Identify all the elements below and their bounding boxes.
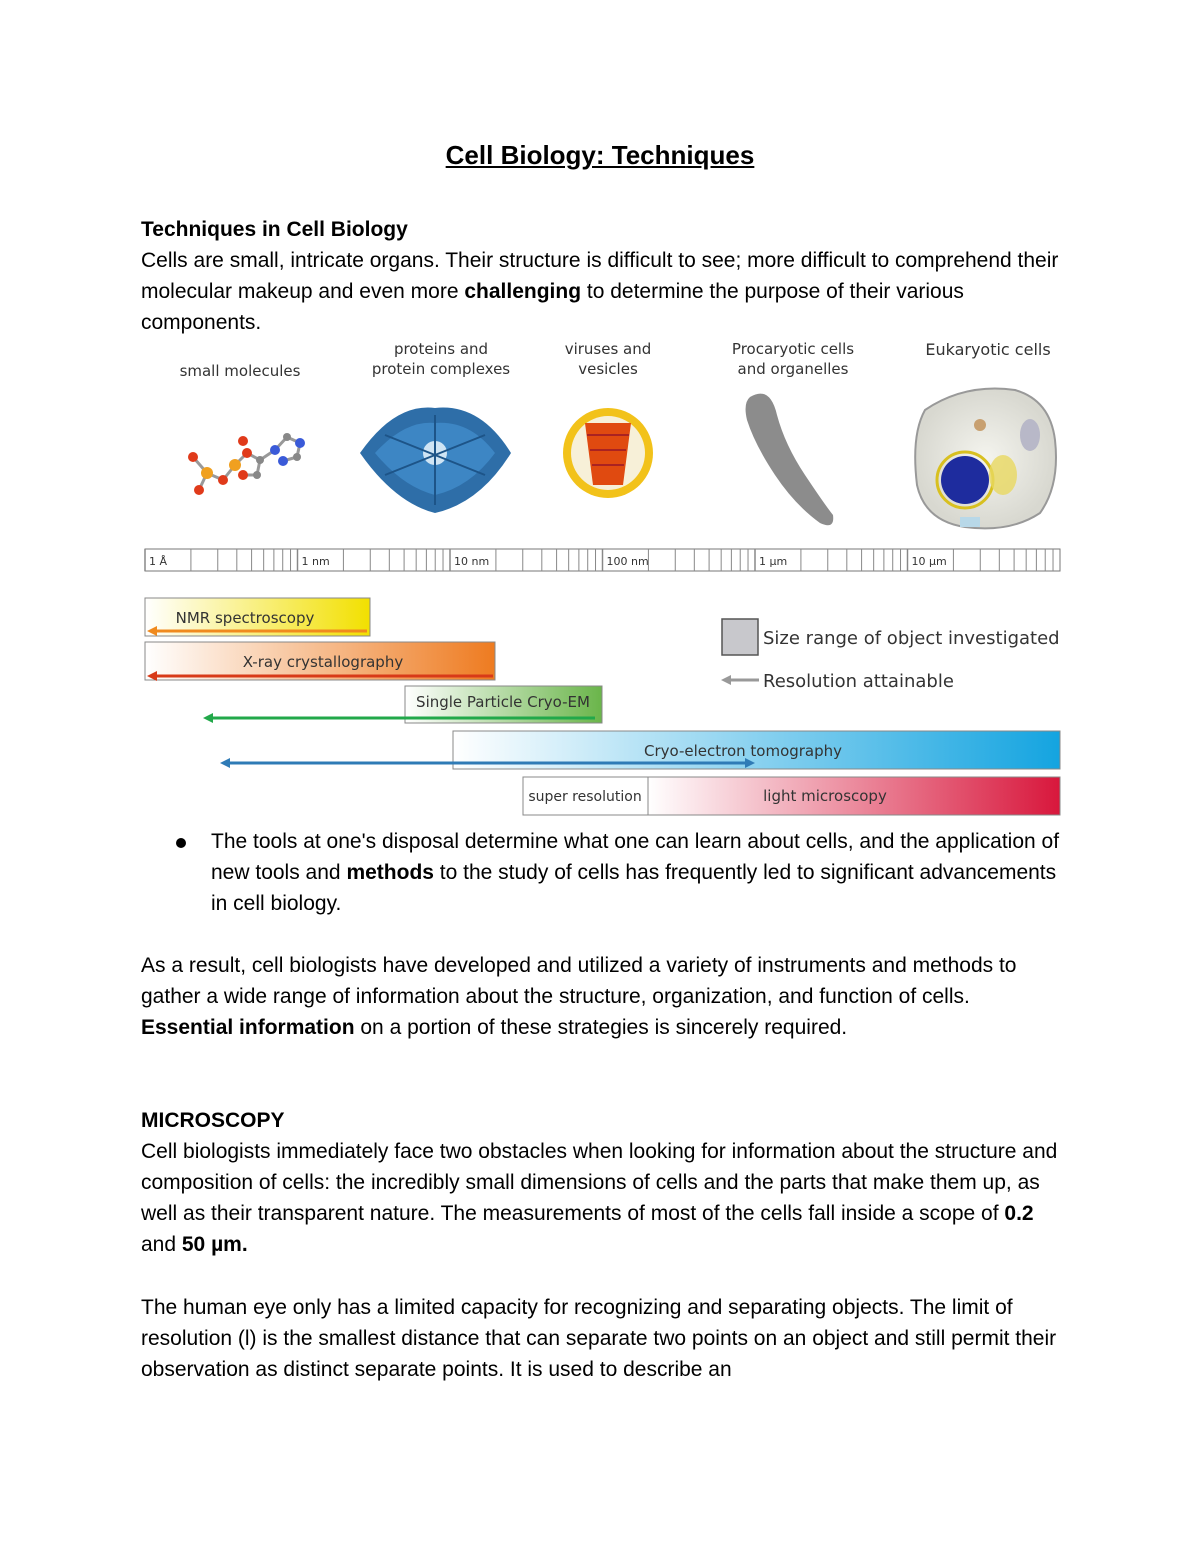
para2-text-2: on a portion of these strategies is sincerely required. — [354, 1016, 848, 1039]
figure-legend — [721, 619, 1060, 692]
label-procaryotic-2: and organelles — [737, 360, 849, 378]
paragraph-4: The human eye only has a limited capacity for recognizing and separating objects. The limit of resolution (l) is the smallest distance that can separate two points on an object and still permit their observation as distinct separate points. It is used to describe an — [141, 1296, 1057, 1381]
label-proteins-2: protein complexes — [371, 360, 511, 378]
intro-paragraph — [141, 245, 1061, 338]
procaryotic-cell-image — [746, 394, 834, 526]
paragraph-2 — [141, 950, 1061, 1043]
scale-label: 100 nm — [606, 555, 649, 568]
bullet-text-1: The tools at one's disposal determine what one can learn about cells, and the application of new tools and — [211, 830, 1060, 884]
paragraph-3 — [141, 1136, 1061, 1260]
scale-label: 10 nm — [454, 555, 490, 568]
legend-arrowhead — [721, 675, 731, 685]
intro-text-2: to determine the purpose of their various components. — [141, 280, 964, 334]
para2-bold-essential: Essential information — [141, 1016, 355, 1039]
para3-text-2: and — [141, 1233, 182, 1256]
eukaryotic-cell-image — [915, 389, 1056, 529]
para3-bold-min: 0.2 — [1004, 1202, 1034, 1225]
scale-label: 10 µm — [911, 555, 947, 568]
bar-lightmicro-label: light microscopy — [763, 787, 887, 805]
section-heading-microscopy: MICROSCOPY — [141, 1109, 285, 1132]
label-small-molecules: small molecules — [179, 362, 301, 380]
intro-section — [141, 214, 1061, 338]
scale-label: 1 nm — [301, 555, 330, 568]
bar-cryoem-label: Single Particle Cryo-EM — [416, 693, 590, 711]
bar-nmr-label: NMR spectroscopy — [175, 609, 315, 627]
para3-text-1: Cell biologists immediately face two obstacles when looking for information about the structure and composition of cells: the incredibly small dimensions of cells and the parts that make them up, as well as their transparent nature. The measurements of most of the cells fall inside a scope of — [141, 1140, 1058, 1225]
scale-label: 1 Å — [149, 555, 168, 568]
virus-vesicle-image — [563, 408, 653, 498]
para2-text-1: As a result, cell biologists have developed and utilized a variety of instruments and methods to gather a wide range of information about the structure, organization, and function of cells. — [141, 954, 1017, 1008]
bar-cryoet-label: Cryo-electron tomography — [643, 742, 843, 760]
arrowhead-cryoet-left — [220, 758, 230, 768]
legend-resolution: Resolution attainable — [763, 671, 954, 692]
small-molecule-image — [188, 433, 305, 495]
protein-complex-image — [360, 408, 511, 513]
intro-text-1: Cells are small, intricate organs. Their structure is difficult to see; more difficult to comprehend their molecular makeup and even more — [141, 249, 1059, 303]
label-viruses-2: vesicles — [578, 360, 638, 378]
bullet-text-2: to the study of cells has frequently led to significant advancements in cell biology. — [211, 861, 1057, 915]
legend-swatch — [722, 619, 758, 655]
page-title: Cell Biology: Techniques — [445, 140, 755, 170]
scale-bar — [145, 549, 1060, 571]
bullet-paragraph — [211, 826, 1061, 919]
bullet-dot — [176, 838, 186, 848]
bar-superres-label: super resolution — [528, 789, 642, 805]
microscopy-section — [141, 1105, 1061, 1260]
label-eukaryotic: Eukaryotic cells — [925, 340, 1051, 359]
para3-bold-max: 50 µm. — [181, 1233, 248, 1256]
arrowhead-cryoem — [203, 713, 213, 723]
label-viruses-1: viruses and — [564, 340, 652, 358]
bullet-bold-methods: methods — [346, 861, 434, 884]
bar-xray-label: X-ray crystallography — [242, 653, 404, 671]
label-procaryotic-1: Procaryotic cells — [731, 340, 855, 358]
scale-label: 1 µm — [759, 555, 788, 568]
techniques-figure — [135, 335, 1070, 820]
label-proteins-1: proteins and — [393, 340, 489, 358]
section-heading-techniques: Techniques in Cell Biology — [141, 218, 408, 241]
intro-bold-challenging: challenging — [464, 280, 582, 303]
legend-size-range: Size range of object investigated — [763, 628, 1060, 649]
